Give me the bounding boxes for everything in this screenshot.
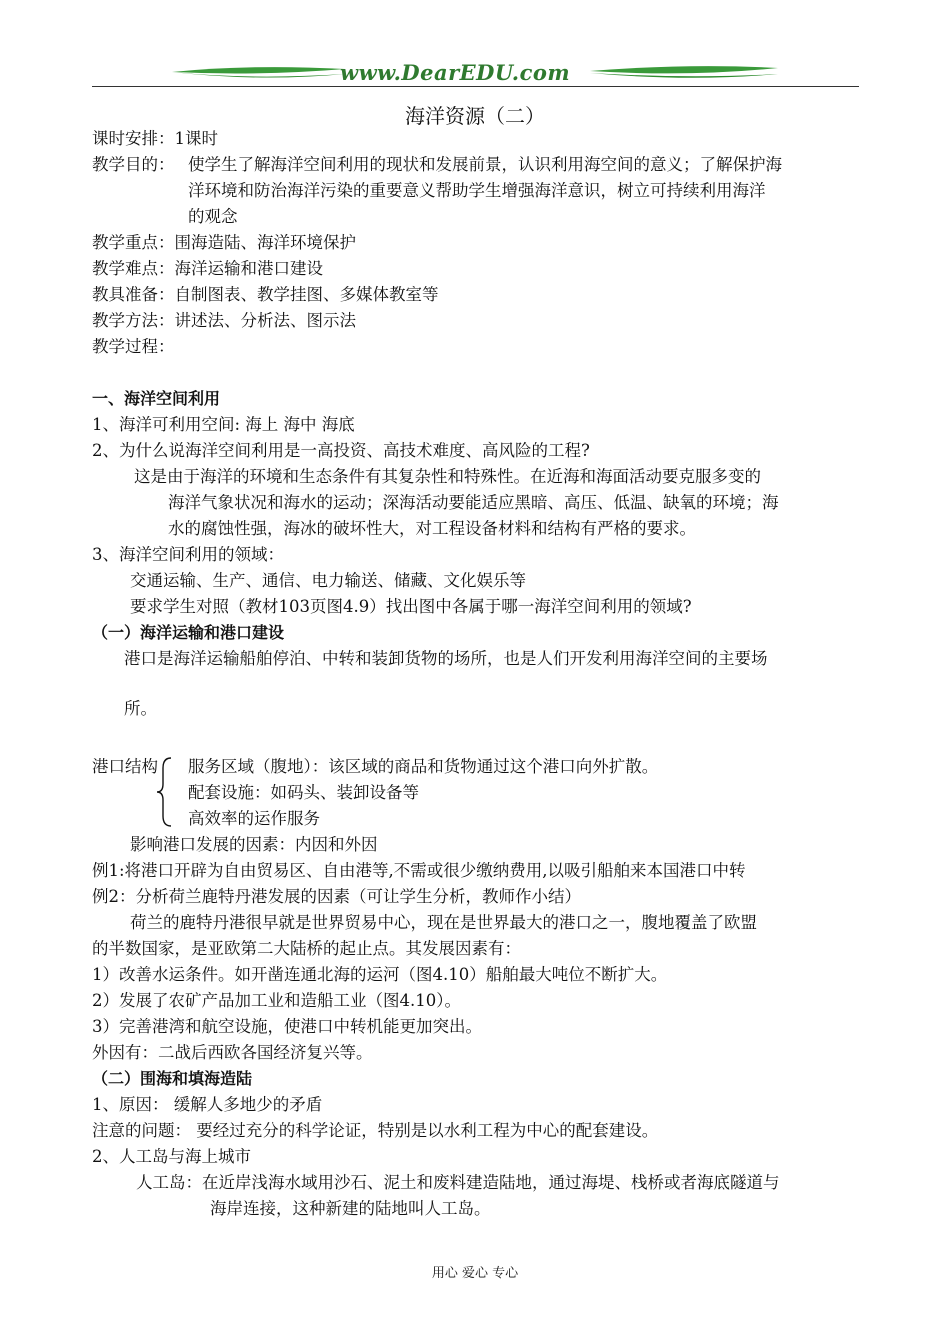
rotterdam-factor-1: 1）改善水运条件。如开凿连通北海的运河（图4.10）船舶最大吨位不断扩大。 xyxy=(92,965,668,984)
external-factor: 外因有：二战后西欧各国经济复兴等。 xyxy=(92,1043,373,1062)
port-structure-item-2: 配套设施：如码头、装卸设备等 xyxy=(188,783,419,802)
goal-label: 教学目的： xyxy=(92,155,175,174)
schedule-line: 课时安排：1课时 xyxy=(92,129,218,148)
header-divider xyxy=(92,86,859,87)
page-footer: 用心 爱心 专心 xyxy=(431,1266,519,1281)
sub2-item2: 2、人工岛与海上城市 xyxy=(92,1147,251,1166)
section1-item3: 3、海洋空间利用的领域： xyxy=(92,545,284,564)
brace-icon xyxy=(155,756,175,828)
section1-item3-fields: 交通运输、生产、通信、电力输送、储藏、文化娱乐等 xyxy=(130,571,526,590)
sub2-heading: （二）围海和填海造陆 xyxy=(92,1069,253,1088)
section1-item2: 2、为什么说海洋空间利用是一高投资、高技术难度、高风险的工程? xyxy=(92,441,590,460)
sub1-para-1: 港口是海洋运输船舶停泊、中转和装卸货物的场所，也是人们开发利用海洋空间的主要场 xyxy=(124,649,768,668)
section1-item3-task: 要求学生对照（教材103页图4.9）找出图中各属于哪一海洋空间利用的领域? xyxy=(130,597,692,616)
port-structure-item-3: 高效率的运作服务 xyxy=(188,809,320,828)
difficulty-line: 教学难点：海洋运输和港口建设 xyxy=(92,259,323,278)
rotterdam-para-2: 的半数国家，是亚欧第二大陆桥的起止点。其发展因素有： xyxy=(92,939,521,958)
sub2-reason: 1、原因： 缓解人多地少的矛盾 xyxy=(92,1095,323,1114)
goal-line-3: 的观念 xyxy=(188,207,238,226)
sub1-heading: （一）海洋运输和港口建设 xyxy=(92,623,285,642)
port-structure-item-1: 服务区域（腹地）：该区域的商品和货物通过这个港口向外扩散。 xyxy=(188,757,659,776)
artificial-island-line-1: 人工岛：在近岸浅海水域用沙石、泥土和废料建造陆地，通过海堤、栈桥或者海底隧道与 xyxy=(136,1173,780,1192)
tools-line: 教具准备：自制图表、教学挂图、多媒体教室等 xyxy=(92,285,439,304)
example-1: 例1:将港口开辟为自由贸易区、自由港等,不需或很少缴纳费用,以吸引船舶来本国港口中转 xyxy=(92,861,746,880)
section1-item1: 1、海洋可利用空间: 海上 海中 海底 xyxy=(92,415,355,434)
goal-line-1: 使学生了解海洋空间利用的现状和发展前景，认识利用海空间的意义；了解保护海 xyxy=(188,155,782,174)
section1-item2-para-2: 海洋气象状况和海水的运动；深海活动要能适应黑暗、高压、低温、缺氧的环境；海 xyxy=(168,493,779,512)
section1-heading: 一、海洋空间利用 xyxy=(92,389,221,408)
artificial-island-line-2: 海岸连接，这种新建的陆地叫人工岛。 xyxy=(210,1199,491,1218)
logo-text: www.DearEDU.com xyxy=(340,60,571,85)
section1-item2-para-3: 水的腐蚀性强，海冰的破坏性大，对工程设备材料和结构有严格的要求。 xyxy=(168,519,696,538)
rotterdam-factor-3: 3）完善港湾和航空设施，使港口中转机能更加突出。 xyxy=(92,1017,482,1036)
sub1-para-2: 所。 xyxy=(124,699,157,718)
example-2: 例2：分析荷兰鹿特丹港发展的因素（可让学生分析，教师作小结） xyxy=(92,887,581,906)
methods-line: 教学方法：讲述法、分析法、图示法 xyxy=(92,311,356,330)
rotterdam-para-1: 荷兰的鹿特丹港很早就是世界贸易中心，现在是世界最大的港口之一，腹地覆盖了欧盟 xyxy=(130,913,757,932)
focus-line: 教学重点：围海造陆、海洋环境保护 xyxy=(92,233,356,252)
goal-line-2: 洋环境和防治海洋污染的重要意义帮助学生增强海洋意识，树立可持续利用海洋 xyxy=(188,181,766,200)
section1-item2-para-1: 这是由于海洋的环境和生态条件有其复杂性和特殊性。在近海和海面活动要克服多变的 xyxy=(134,467,761,486)
sub2-note: 注意的问题： 要经过充分的科学论证，特别是以水利工程为中心的配套建设。 xyxy=(92,1121,659,1140)
rotterdam-factor-2: 2）发展了农矿产品加工业和造船工业（图4.10）。 xyxy=(92,991,461,1010)
document-title: 海洋资源（二） xyxy=(405,104,545,128)
port-structure-label: 港口结构 xyxy=(92,757,158,776)
process-line: 教学过程： xyxy=(92,337,175,356)
port-factors: 影响港口发展的因素：内因和外因 xyxy=(130,835,378,854)
